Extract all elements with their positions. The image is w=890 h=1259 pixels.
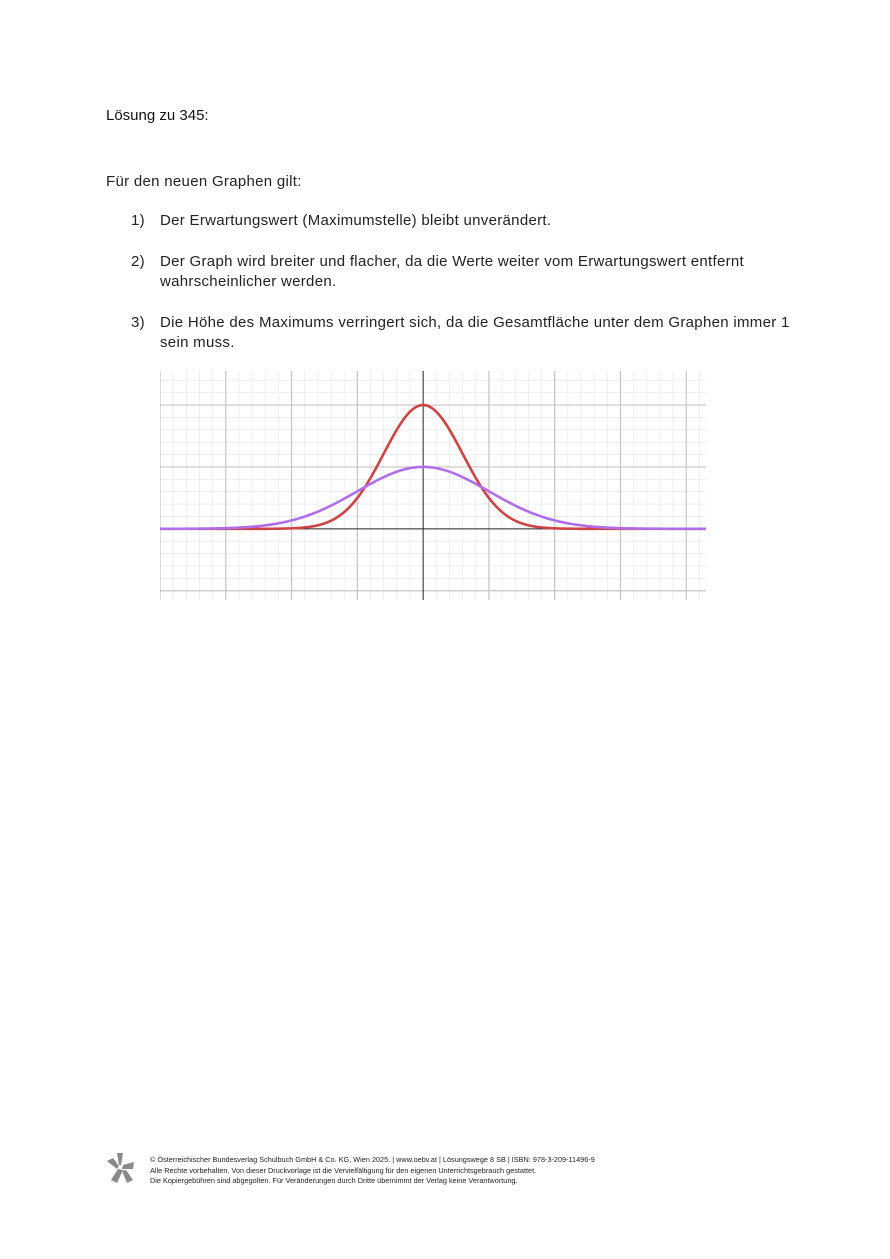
- normal-distribution-graph: [160, 371, 706, 600]
- list-item-text: Der Erwartungswert (Maximumstelle) bleibt unverändert.: [160, 212, 552, 229]
- series-line-2: [160, 467, 706, 529]
- list-item-number: 2): [131, 253, 145, 270]
- footer-line: © Österreichischer Bundesverlag Schulbuch GmbH & Co. KG, Wien 2025. | www.oebv.at | Lösungswege 8 SB | ISBN: 978-3-209-11496-9: [150, 1155, 595, 1164]
- list-item-number: 1): [131, 212, 145, 229]
- footer-line: Alle Rechte vorbehalten. Von dieser Druckvorlage ist die Vervielfältigung für den eigenen Unterrichtsgebrauch gestattet.: [150, 1165, 537, 1175]
- copyright-footer: [150, 1155, 595, 1187]
- intro-text: Für den neuen Graphen gilt:: [106, 173, 302, 190]
- list-item-text: Der Graph wird breiter und flacher, da die Werte weiter vom Erwartungswert entfernt wahrscheinlicher werden.: [160, 253, 745, 290]
- footer-line: Die Kopiergebühren sind abgegolten. Für Veränderungen durch Dritte übernimmt der Verlag keine Verantwortung.: [150, 1176, 518, 1186]
- publisher-logo-icon: [105, 1152, 135, 1184]
- page-title: Lösung zu 345:: [106, 107, 209, 124]
- list-item-text: Die Höhe des Maximums verringert sich, da die Gesamtfläche unter dem Graphen immer 1 sein muss.: [160, 314, 790, 351]
- list-item-number: 3): [131, 314, 145, 331]
